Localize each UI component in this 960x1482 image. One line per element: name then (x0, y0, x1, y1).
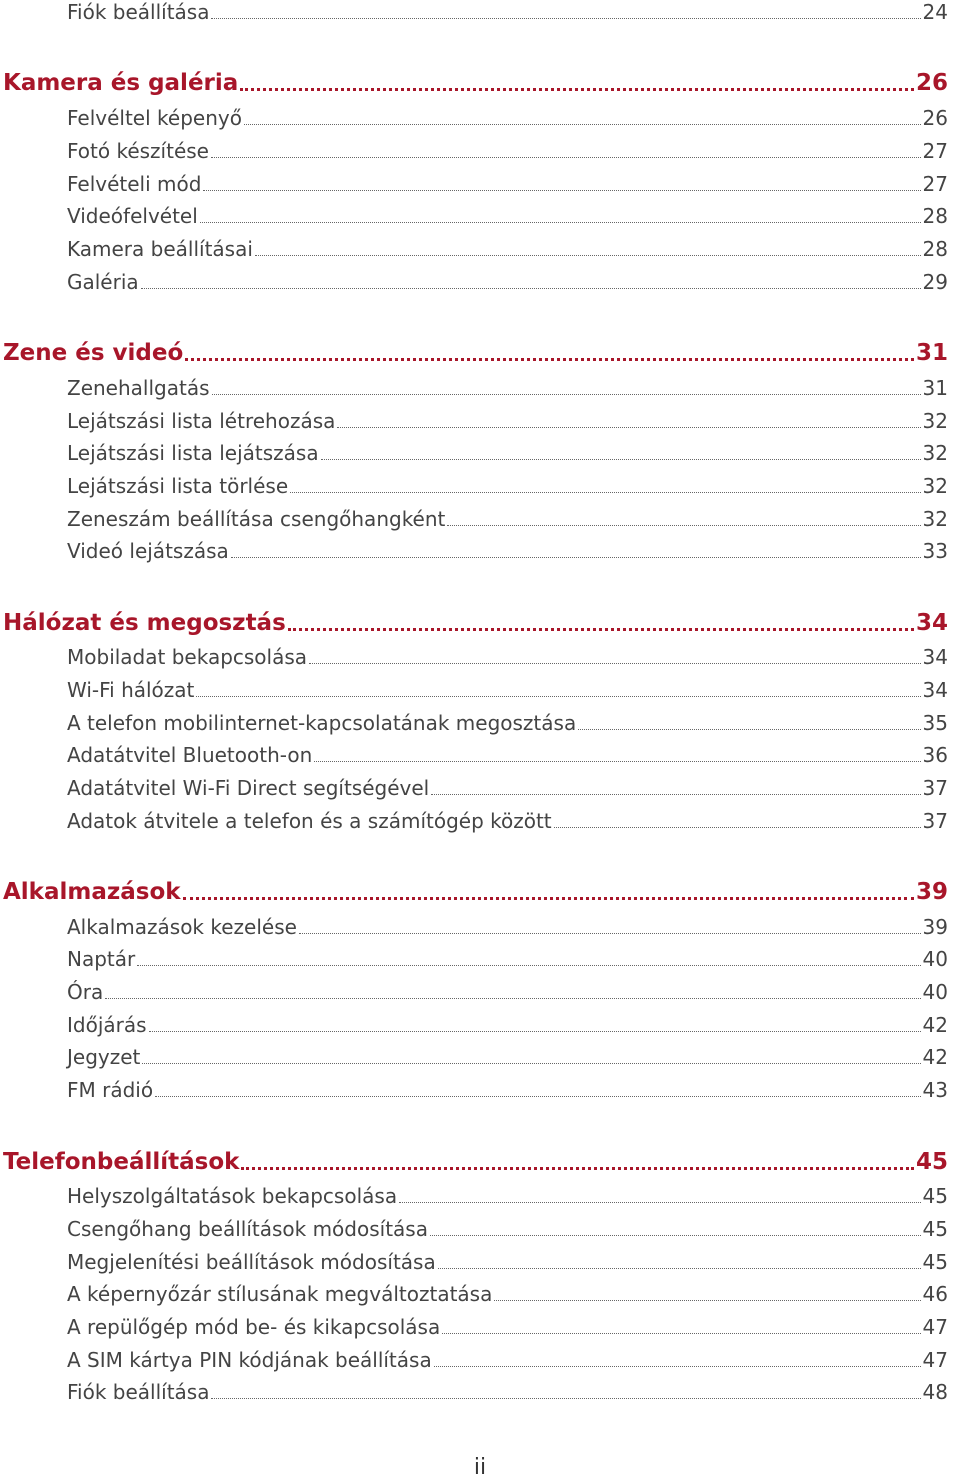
toc-entry[interactable] (0, 106, 948, 130)
toc-entry-label: Wi-Fi hálózat (67, 678, 195, 702)
toc-entry-label: Adatátvitel Wi-Fi Direct segítségével (67, 776, 430, 800)
toc-entry-label: Csengőhang beállítások módosítása (67, 1217, 428, 1241)
toc-entry-label: Videófelvétel (67, 204, 198, 228)
dot-leader (231, 557, 921, 558)
toc-entry-label: A repülőgép mód be- és kikapcsolása (67, 1315, 441, 1339)
dot-leader (290, 492, 920, 493)
toc-entry-page: 42 (922, 1013, 948, 1037)
toc-entry-label: Megjelenítési beállítások módosítása (67, 1250, 436, 1274)
toc-entry-page: 47 (922, 1348, 948, 1372)
toc-entry-label: Fiók beállítása (67, 1380, 210, 1404)
toc-entry-page: 34 (922, 678, 948, 702)
toc-entry-page: 36 (922, 743, 948, 767)
toc-entry-label: Adatok átvitele a telefon és a számítógép között (67, 809, 552, 833)
toc-entry-page: 45 (922, 1184, 948, 1208)
toc-entry-label: Adatátvitel Bluetooth-on (67, 743, 313, 767)
toc-entry[interactable] (0, 1380, 948, 1404)
dot-leader (337, 427, 920, 428)
dot-leader (288, 628, 914, 631)
toc-entry-page: 39 (922, 915, 948, 939)
toc-entry-page: 37 (922, 809, 948, 833)
toc-entry[interactable] (0, 743, 948, 767)
toc-entry-page: 40 (922, 947, 948, 971)
dot-leader (494, 1300, 920, 1301)
toc-section-label: Zene és videó (3, 340, 184, 366)
toc-section-page: 45 (915, 1149, 948, 1175)
dot-leader (137, 965, 920, 966)
toc-entry-page: 27 (922, 172, 948, 196)
toc-entry[interactable] (0, 1078, 948, 1102)
toc-entry-page: 28 (922, 237, 948, 261)
dot-leader (211, 18, 920, 19)
toc-entry-label: A telefon mobilinternet-kapcsolatának megosztása (67, 711, 577, 735)
dot-leader (149, 1031, 921, 1032)
toc-entry-label: Felvételi mód (67, 172, 202, 196)
toc-entry-page: 42 (922, 1045, 948, 1069)
toc-section-label: Hálózat és megosztás (3, 610, 286, 636)
dot-leader (399, 1202, 920, 1203)
dot-leader (211, 1398, 920, 1399)
dot-leader (299, 933, 921, 934)
toc-entry[interactable] (0, 507, 948, 531)
toc-entry[interactable] (0, 441, 948, 465)
toc-entry-page: 37 (922, 776, 948, 800)
toc-entry[interactable] (0, 776, 948, 800)
toc-entry[interactable] (0, 947, 948, 971)
toc-entry[interactable] (0, 645, 948, 669)
toc-entry-label: Galéria (67, 270, 139, 294)
toc-entry-page: 32 (922, 409, 948, 433)
toc-entry[interactable] (0, 237, 948, 261)
toc-section-label: Kamera és galéria (3, 70, 239, 96)
toc-entry[interactable] (0, 1184, 948, 1208)
dot-leader (142, 1063, 920, 1064)
dot-leader (309, 663, 921, 664)
toc-entry[interactable] (0, 539, 948, 563)
toc-section-label: Alkalmazások (3, 879, 181, 905)
toc-entry-label: Fiók beállítása (67, 0, 210, 24)
dot-leader (185, 358, 914, 361)
toc-entry-page: 24 (922, 0, 948, 24)
toc-entry-label: A képernyőzár stílusának megváltoztatása (67, 1282, 493, 1306)
page-number: ii (473, 1455, 487, 1480)
dot-leader (447, 525, 920, 526)
toc-entry-page: 43 (922, 1078, 948, 1102)
dot-leader (200, 222, 921, 223)
toc-entry-label: Naptár (67, 947, 136, 971)
toc-entry[interactable] (0, 139, 948, 163)
dot-leader (183, 897, 914, 900)
toc-entry[interactable] (0, 204, 948, 228)
toc-entry-page: 26 (922, 106, 948, 130)
toc-entry-page: 31 (922, 376, 948, 400)
toc-entry[interactable] (0, 711, 948, 735)
toc-section[interactable] (0, 70, 948, 96)
toc-entry-page: 40 (922, 980, 948, 1004)
toc-entry[interactable] (0, 1013, 948, 1037)
dot-leader (255, 255, 921, 256)
toc-entry[interactable] (0, 376, 948, 400)
dot-leader (240, 88, 914, 91)
dot-leader (430, 1235, 921, 1236)
toc-entry-label: Zeneszám beállítása csengőhangként (67, 507, 446, 531)
toc-entry[interactable] (0, 809, 948, 833)
dot-leader (241, 1167, 914, 1170)
toc-entry[interactable] (0, 270, 948, 294)
toc-entry-label: A SIM kártya PIN kódjának beállítása (67, 1348, 432, 1372)
toc-entry[interactable] (0, 915, 948, 939)
toc-entry-page: 33 (922, 539, 948, 563)
dot-leader (321, 459, 921, 460)
toc-entry[interactable] (0, 474, 948, 498)
toc-section-page: 26 (915, 70, 948, 96)
toc-entry-page: 47 (922, 1315, 948, 1339)
dot-leader (244, 124, 921, 125)
dot-leader (438, 1268, 921, 1269)
toc-entry-label: Lejátszási lista lejátszása (67, 441, 319, 465)
toc-entry-label: Jegyzet (67, 1045, 141, 1069)
dot-leader (196, 696, 920, 697)
toc-entry[interactable] (0, 409, 948, 433)
toc-entry-page: 45 (922, 1250, 948, 1274)
toc-entry[interactable] (0, 0, 948, 24)
dot-leader (578, 729, 920, 730)
dot-leader (554, 827, 921, 828)
toc-entry-label: Helyszolgáltatások bekapcsolása (67, 1184, 398, 1208)
toc-entry-page: 27 (922, 139, 948, 163)
toc-entry[interactable] (0, 1315, 948, 1339)
dot-leader (155, 1096, 920, 1097)
dot-leader (442, 1333, 920, 1334)
toc-entry-page: 32 (922, 507, 948, 531)
dot-leader (141, 288, 921, 289)
toc-entry-page: 48 (922, 1380, 948, 1404)
toc-entry-label: Kamera beállításai (67, 237, 253, 261)
toc-section-label: Telefonbeállítások (3, 1149, 240, 1175)
toc-entry[interactable] (0, 1217, 948, 1241)
toc-entry-label: Időjárás (67, 1013, 147, 1037)
toc-entry-page: 32 (922, 474, 948, 498)
toc-section[interactable] (0, 879, 948, 905)
toc-entry-page: 28 (922, 204, 948, 228)
toc-entry-page: 35 (922, 711, 948, 735)
toc-section-page: 31 (915, 340, 948, 366)
toc-entry[interactable] (0, 1250, 948, 1274)
toc-entry-label: FM rádió (67, 1078, 154, 1102)
toc-entry[interactable] (0, 678, 948, 702)
toc-section[interactable] (0, 340, 948, 366)
dot-leader (105, 998, 920, 999)
toc-entry-label: Zenehallgatás (67, 376, 210, 400)
toc-entry-label: Fotó készítése (67, 139, 209, 163)
dot-leader (434, 1366, 921, 1367)
toc-entry[interactable] (0, 1045, 948, 1069)
dot-leader (211, 157, 921, 158)
dot-leader (314, 761, 920, 762)
toc-entry-page: 29 (922, 270, 948, 294)
toc-entry[interactable] (0, 1282, 948, 1306)
dot-leader (212, 394, 921, 395)
toc-entry-page: 34 (922, 645, 948, 669)
dot-leader (431, 794, 920, 795)
toc-entry-page: 32 (922, 441, 948, 465)
toc-section[interactable] (0, 610, 948, 636)
toc-section-page: 39 (915, 879, 948, 905)
toc-entry-label: Lejátszási lista törlése (67, 474, 289, 498)
toc-entry-label: Felvéltel képenyő (67, 106, 242, 130)
toc-entry-label: Mobiladat bekapcsolása (67, 645, 308, 669)
dot-leader (203, 190, 920, 191)
toc-entry[interactable] (0, 1348, 948, 1372)
toc-entry-label: Alkalmazások kezelése (67, 915, 297, 939)
toc-entry-page: 45 (922, 1217, 948, 1241)
toc-section[interactable] (0, 1149, 948, 1175)
toc-entry-label: Lejátszási lista létrehozása (67, 409, 336, 433)
toc-entry-label: Óra (67, 980, 104, 1004)
toc-entry-page: 46 (922, 1282, 948, 1306)
toc-entry-label: Videó lejátszása (67, 539, 229, 563)
toc-entry[interactable] (0, 980, 948, 1004)
toc-entry[interactable] (0, 172, 948, 196)
toc-section-page: 34 (915, 610, 948, 636)
